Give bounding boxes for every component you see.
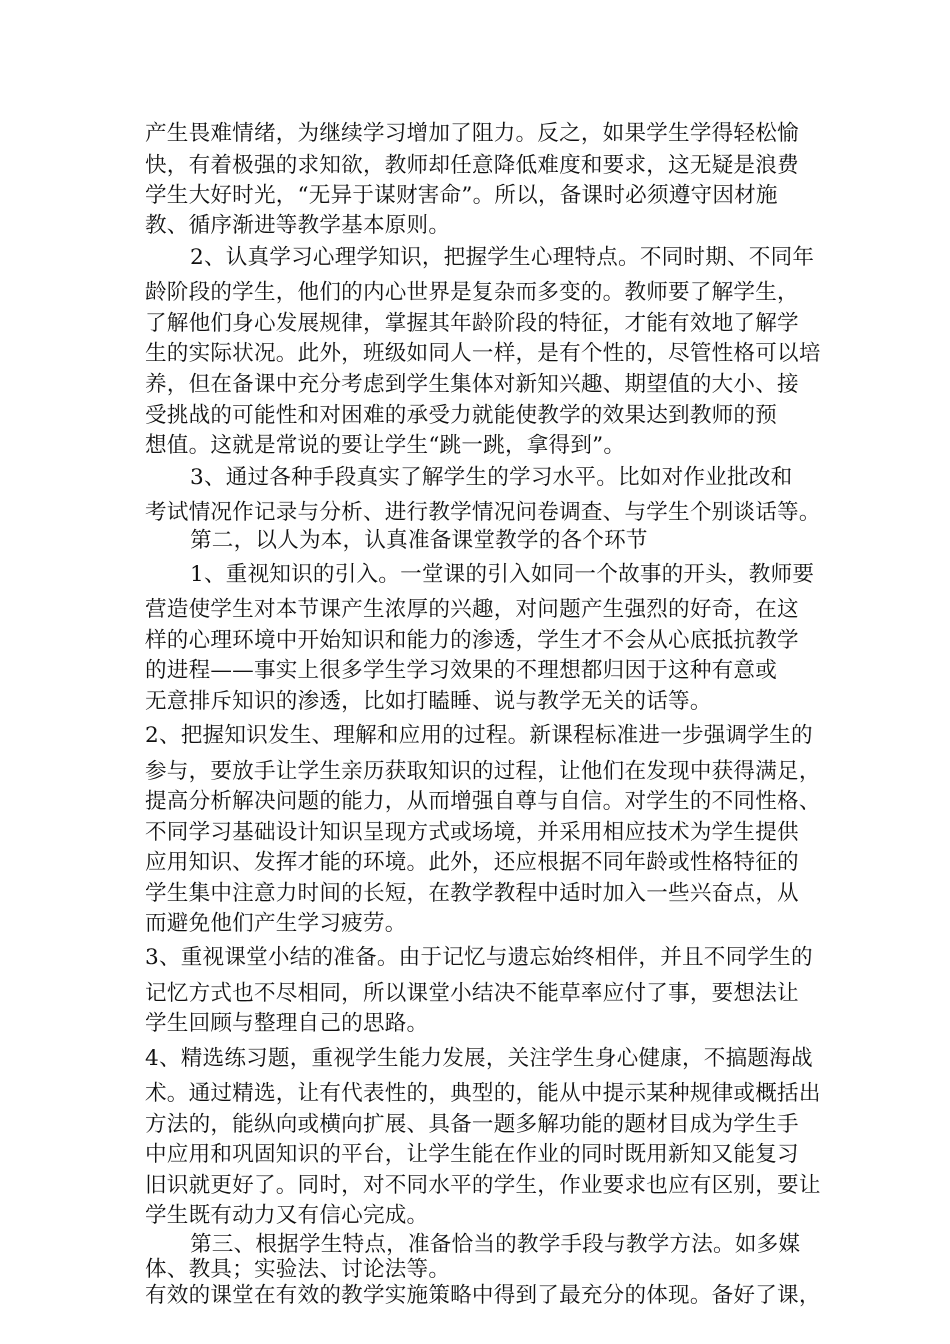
paragraph-first-line: 2、认真学习心理学知识，把握学生心理特点。不同时期、不同年: [190, 245, 815, 270]
text-line: 想值。这就是常说的要让学生“跳一跳，拿得到”。: [145, 433, 626, 458]
text-line: 学生回顾与整理自己的思路。: [145, 1011, 429, 1036]
text-line: 考试情况作记录与分析、进行教学情况问卷调查、与学生个别谈话等。: [145, 500, 821, 525]
text-line: 样的心理环境中开始知识和能力的渗透，学生才不会从心底抵抗教学: [145, 628, 799, 653]
text-line: 学生集中注意力时间的长短，在教学教程中适时加入一些兴奋点，从: [145, 881, 799, 906]
text-line: 无意排斥知识的渗透，比如打瞌睡、说与教学无关的话等。: [145, 689, 712, 714]
text-line: 受挑战的可能性和对困难的承受力就能使教学的效果达到教师的预: [145, 403, 778, 428]
text-line: 了解他们身心发展规律，掌握其年龄阶段的特征，才能有效地了解学: [145, 311, 799, 336]
text-line: 中应用和巩固知识的平台，让学生能在作业的同时既用新知又能复习: [145, 1142, 799, 1167]
text-line: 不同学习基础设计知识呈现方式或场境，并采用相应技术为学生提供: [145, 820, 799, 845]
text-line: 旧识就更好了。同时，对不同水平的学生，作业要求也应有区别，要让: [145, 1173, 821, 1198]
text-line: 参与，要放手让学生亲历获取知识的过程，让他们在发现中获得满足，: [145, 759, 821, 784]
text-line: 学生大好时光，“无异于谋财害命”。所以，备课时必须遵守因材施: [145, 183, 778, 208]
paragraph-first-line: 3、重视课堂小结的准备。由于记忆与遗忘始终相伴，并且不同学生的: [145, 945, 813, 970]
text-line: 方法的，能纵向或横向扩展、具备一题多解功能的题材目成为学生手: [145, 1112, 799, 1137]
text-line: 生的实际状况。此外，班级如同人一样，是有个性的，尽管性格可以培: [145, 341, 821, 366]
paragraph-first-line: 1、重视知识的引入。一堂课的引入如同一个故事的开头，教师要: [190, 562, 815, 587]
text-line: 而避免他们产生学习疲劳。: [145, 911, 407, 936]
text-line: 的进程——事实上很多学生学习效果的不理想都归因于这种有意或: [145, 658, 778, 683]
text-line: 应用知识、发挥才能的环境。此外，还应根据不同年龄或性格特征的: [145, 850, 799, 875]
paragraph-first-line: 4、精选练习题，重视学生能力发展，关注学生身心健康，不搞题海战: [145, 1046, 813, 1071]
text-line: 学生既有动力又有信心完成。: [145, 1203, 429, 1228]
paragraph-first-line: 2、把握知识发生、理解和应用的过程。新课程标准进一步强调学生的: [145, 723, 813, 748]
section-heading: 第二，以人为本，认真准备课堂教学的各个环节: [190, 528, 648, 553]
paragraph-first-line: 第三、根据学生特点，准备恰当的教学手段与教学方法。如多媒: [190, 1232, 801, 1257]
text-line: 记忆方式也不尽相同，所以课堂小结决不能草率应付了事，要想法让: [145, 981, 799, 1006]
text-line: 营造使学生对本节课产生浓厚的兴趣，对问题产生强烈的好奇，在这: [145, 597, 799, 622]
paragraph-first-line: 3、通过各种手段真实了解学生的学习水平。比如对作业批改和: [190, 465, 793, 490]
text-line: 快，有着极强的求知欲，教师却任意降低难度和要求，这无疑是浪费: [145, 153, 799, 178]
text-line: 养，但在备课中充分考虑到学生集体对新知兴趣、期望值的大小、接: [145, 372, 799, 397]
text-line: 体、教具；实验法、讨论法等。: [145, 1257, 451, 1282]
text-line: 教、循序渐进等教学基本原则。: [145, 213, 451, 238]
text-line: 术。通过精选，让有代表性的，典型的，能从中提示某种规律或概括出: [145, 1081, 821, 1106]
text-line: 龄阶段的学生，他们的内心世界是复杂而多变的。教师要了解学生，: [145, 280, 799, 305]
text-line: 有效的课堂在有效的教学实施策略中得到了最充分的体现。备好了课，: [145, 1283, 821, 1308]
text-line: 产生畏难情绪，为继续学习增加了阻力。反之，如果学生学得轻松愉: [145, 121, 799, 146]
text-line: 提高分析解决问题的能力，从而增强自尊与自信。对学生的不同性格、: [145, 789, 821, 814]
